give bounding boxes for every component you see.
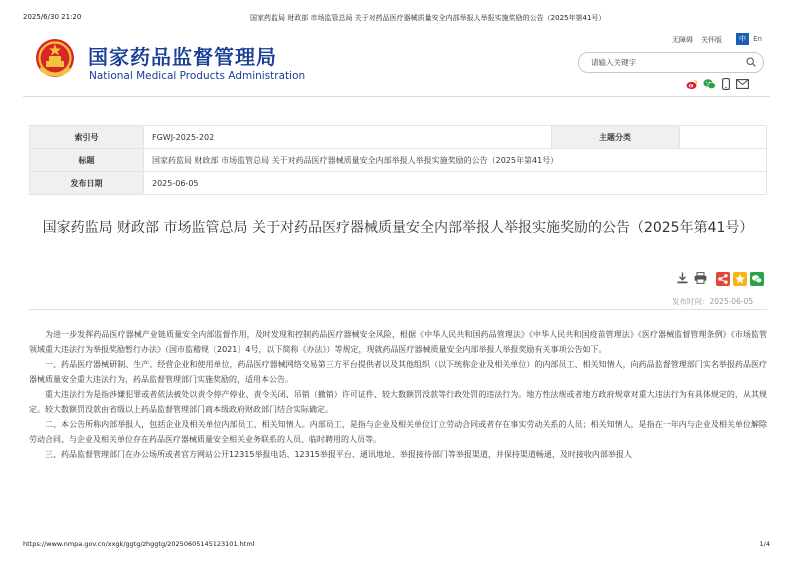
barrier-free-link[interactable]: 无障碍 xyxy=(672,36,693,44)
index-value: FGWJ-2025-202 xyxy=(144,126,552,149)
print-header xyxy=(0,0,793,22)
lang-en-button[interactable]: En xyxy=(753,35,762,43)
paragraph: 为进一步发挥药品医疗器械产业链质量安全内部监督作用，及时发现和控制药品医疗器械安全风险，根据《中华人民共和国药品管理法》《中华人民共和国疫苗管理法》《医疗器械监督管理条例》《市场监管领域重大违法行为举报奖励暂行办法》（国市监稽规〔2021〕4号，以下简称《办法》）等规定，现就药品医疗器械质量安全内部举报人举报奖励有关事项公告如下。 xyxy=(29,330,767,354)
site-name-cn[interactable]: 国家药品监督管理局 xyxy=(88,45,277,69)
meta-table xyxy=(29,125,767,195)
download-icon[interactable] xyxy=(677,272,688,284)
search-input[interactable] xyxy=(591,56,741,68)
title-value: 国家药监局 财政部 市场监管总局 关于对药品医疗器械质量安全内部举报人举报实施奖励的公告（2025年第41号） xyxy=(144,149,767,172)
search-box xyxy=(578,52,764,73)
topic-value xyxy=(679,126,767,149)
topic-label: 主题分类 xyxy=(551,126,679,149)
article-body xyxy=(29,327,767,462)
meta-row-index xyxy=(30,126,767,149)
care-mode-link[interactable]: 关怀版 xyxy=(701,36,722,44)
page-url: https://www.nmpa.gov.cn/xxgk/ggtg/zhggtg/20250605145123101.html xyxy=(23,540,255,548)
article-divider xyxy=(29,309,767,310)
paragraph: 三、药品监督管理部门在办公场所或者官方网站公开12315举报电话、12315举报平台、通讯地址、举报接待部门等举报渠道，并保持渠道畅通，及时接收内部举报人 xyxy=(45,450,632,459)
lang-cn-button[interactable]: 中 xyxy=(736,33,749,45)
wechat-share-icon[interactable] xyxy=(750,272,764,286)
publish-label: 发布时间： xyxy=(672,297,710,306)
print-page-title: 国家药监局 财政部 市场监管总局 关于对药品医疗器械质量安全内部举报人举报实施奖励的公告（2025年第41号） xyxy=(250,14,606,22)
mail-icon[interactable] xyxy=(736,79,749,89)
title-label: 标题 xyxy=(30,149,144,172)
page-number: 1/4 xyxy=(759,540,770,548)
search-icon[interactable] xyxy=(746,57,756,67)
qzone-star-icon[interactable] xyxy=(733,272,747,286)
publish-date: 2025-06-05 xyxy=(709,297,754,306)
print-datetime: 2025/6/30 21:20 xyxy=(23,13,82,21)
paragraph: 一、药品医疗器械研制、生产、经营企业和使用单位，药品医疗器械网络交易第三方平台提供者以及其他组织（以下统称企业及相关单位）的内部员工、相关知情人，向药品监督管理部门实名举报药品医疗器械质量安全重大违法行为，药品监督管理部门实施奖励的，适用本公告。 xyxy=(29,360,767,384)
top-links xyxy=(672,35,730,45)
index-label: 索引号 xyxy=(30,126,144,149)
share-icon[interactable] xyxy=(716,272,730,286)
weibo-icon[interactable] xyxy=(686,78,698,90)
date-value: 2025-06-05 xyxy=(144,172,767,195)
article-title: 国家药监局 财政部 市场监管总局 关于对药品医疗器械质量安全内部举报人举报实施奖励的公告（2025年第41号） xyxy=(42,220,754,236)
meta-row-title xyxy=(30,149,767,172)
mobile-icon[interactable] xyxy=(722,78,730,90)
emblem-icon xyxy=(33,37,77,81)
national-emblem-logo[interactable] xyxy=(33,37,77,81)
site-name-en[interactable]: National Medical Products Administration xyxy=(89,70,306,82)
print-icon[interactable] xyxy=(694,272,707,284)
header-divider xyxy=(23,96,770,97)
paragraph: 二、本公告所称内部举报人，包括企业及相关单位内部员工、相关知情人。内部员工，是指与企业及相关单位订立劳动合同或者存在事实劳动关系的人员；相关知情人，是指在一年内与企业及相关单位解除劳动合同、与企业及相关单位存在药品医疗器械质量安全相关业务联系的人员、临时聘用的人员等。 xyxy=(29,420,767,444)
meta-row-date xyxy=(30,172,767,195)
date-label: 发布日期 xyxy=(30,172,144,195)
wechat-icon[interactable] xyxy=(703,78,716,90)
publish-time xyxy=(672,296,753,307)
paragraph: 重大违法行为是指涉嫌犯罪或者依法被处以责令停产停业、责令关闭、吊销（撤销）许可证件、较大数额罚没款等行政处罚的违法行为。地方性法规或者地方政府规章对重大违法行为有具体规定的，从其规定。较大数额罚没款由省级以上药品监督管理部门商本级政府财政部门结合实际确定。 xyxy=(29,390,767,414)
